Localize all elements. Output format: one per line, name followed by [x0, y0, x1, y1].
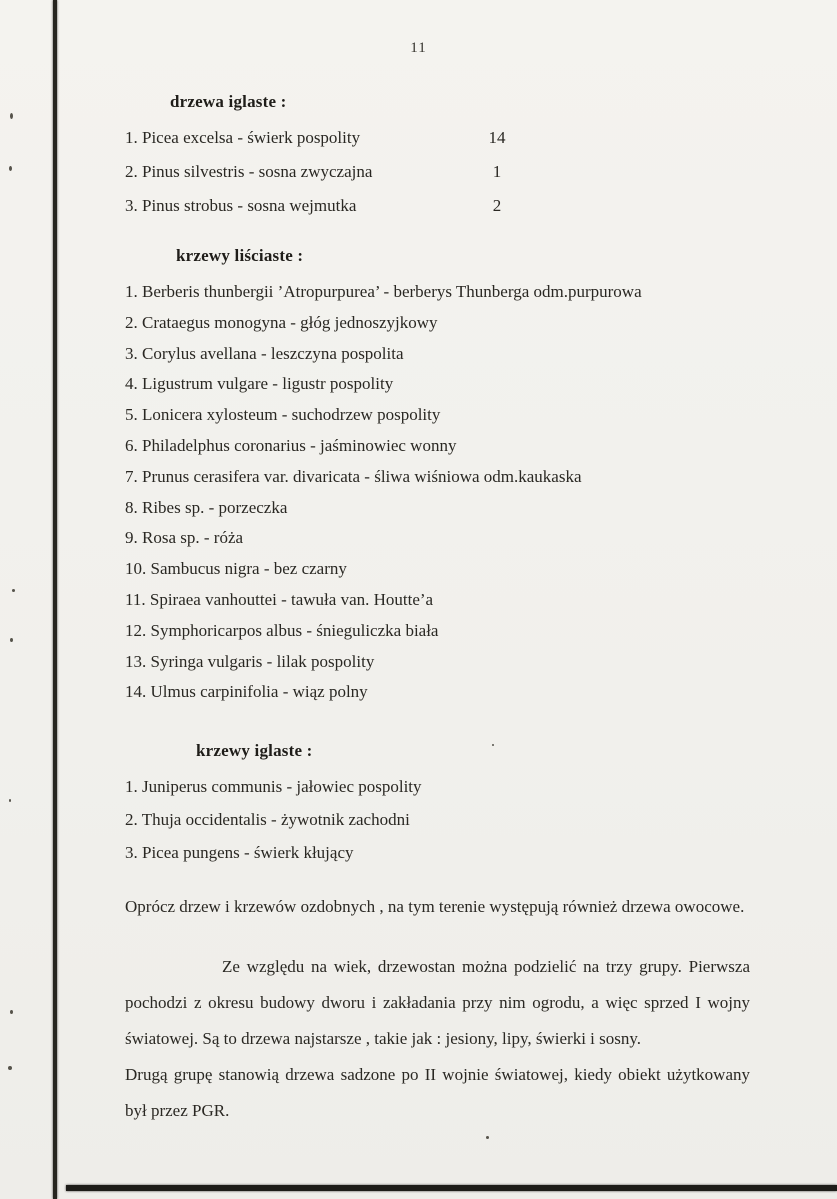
scan-speck	[10, 113, 13, 119]
plant-name: 2. Pinus silvestris - sosna zwyczajna	[125, 162, 373, 181]
list-item: 13. Syringa vulgaris - lilak pospolity	[125, 651, 375, 671]
list-drzewa-iglaste	[125, 121, 765, 223]
plant-name: 3. Pinus strobus - sosna wejmutka	[125, 196, 357, 215]
list-item: 1. Berberis thunbergii ’Atropurpurea’ - berberys Thunberga odm.purpurowa	[125, 282, 642, 301]
scan-speck	[486, 1136, 489, 1139]
scan-speck	[12, 589, 15, 592]
list-item: 14. Ulmus carpinifolia - wiąz polny	[125, 682, 368, 702]
plant-count: 14	[488, 128, 506, 147]
scan-speck	[10, 638, 13, 642]
list-item	[125, 121, 765, 155]
scan-edge-bottom	[66, 1185, 837, 1191]
list-item: 10. Sambucus nigra - bez czarny	[125, 559, 347, 579]
list-item: 3. Picea pungens - świerk kłujący	[125, 843, 354, 862]
list-item: 11. Spiraea vanhouttei - tawuła van. Houtte’a	[125, 589, 434, 609]
scan-speck	[9, 166, 12, 171]
paragraph-block	[125, 949, 750, 1129]
list-item: 12. Symphoricarpos albus - śnieguliczka biała	[125, 620, 439, 640]
list-item	[125, 189, 765, 223]
plant-count: 1	[492, 162, 502, 181]
paragraph-age-groups: Ze względu na wiek, drzewostan można podzielić na trzy grupy. Pierwsza pochodzi z okresu budowy dworu i zakładania przy nim ogrodu, a więc sprzed I wojny światowej. Są to drzewa najstarsze , takie jak : jesiony, lipy, świerki i sosny.	[125, 957, 750, 1048]
list-item: 7. Prunus cerasifera var. divaricata - śliwa wiśniowa odm.kaukaska	[125, 466, 582, 486]
plant-name: 1. Picea excelsa - świerk pospolity	[125, 128, 361, 147]
scan-speck	[492, 744, 494, 746]
list-item: 1. Juniperus communis - jałowiec pospolity	[125, 777, 422, 796]
list-krzewy-iglaste	[125, 770, 765, 869]
section-heading-krzewy-lisciaste: krzewy liściaste :	[176, 246, 304, 265]
scan-edge-left	[53, 0, 57, 1199]
list-item	[125, 155, 765, 189]
scan-speck	[10, 1010, 13, 1014]
list-krzewy-lisciaste	[125, 277, 765, 708]
scan-speck	[9, 799, 11, 802]
paragraph-fruit-trees: Oprócz drzew i krzewów ozdobnych , na tym terenie występują również drzewa owocowe.	[125, 897, 745, 916]
list-item: 9. Rosa sp. - róża	[125, 528, 244, 548]
list-item: 6. Philadelphus coronarius - jaśminowiec wonny	[125, 435, 457, 455]
list-item: 2. Thuja occidentalis - żywotnik zachodni	[125, 810, 410, 829]
paragraph-second-group: Drugą grupę stanowią drzewa sadzone po II wojnie światowej, kiedy obiekt użytkowany był przez PGR.	[125, 1065, 750, 1120]
list-item: 3. Corylus avellana - leszczyna pospolita	[125, 343, 404, 363]
page-number: 11	[410, 40, 427, 56]
list-item: 2. Crataegus monogyna - głóg jednoszyjkowy	[125, 312, 438, 332]
list-item: 8. Ribes sp. - porzeczka	[125, 497, 288, 517]
list-item: 4. Ligustrum vulgare - ligustr pospolity	[125, 374, 394, 394]
section-heading-drzewa-iglaste: drzewa iglaste :	[170, 92, 287, 111]
list-item: 5. Lonicera xylosteum - suchodrzew pospolity	[125, 405, 441, 425]
scan-speck	[8, 1066, 12, 1070]
plant-count: 2	[492, 196, 502, 215]
section-heading-krzewy-iglaste: krzewy iglaste :	[196, 741, 313, 760]
